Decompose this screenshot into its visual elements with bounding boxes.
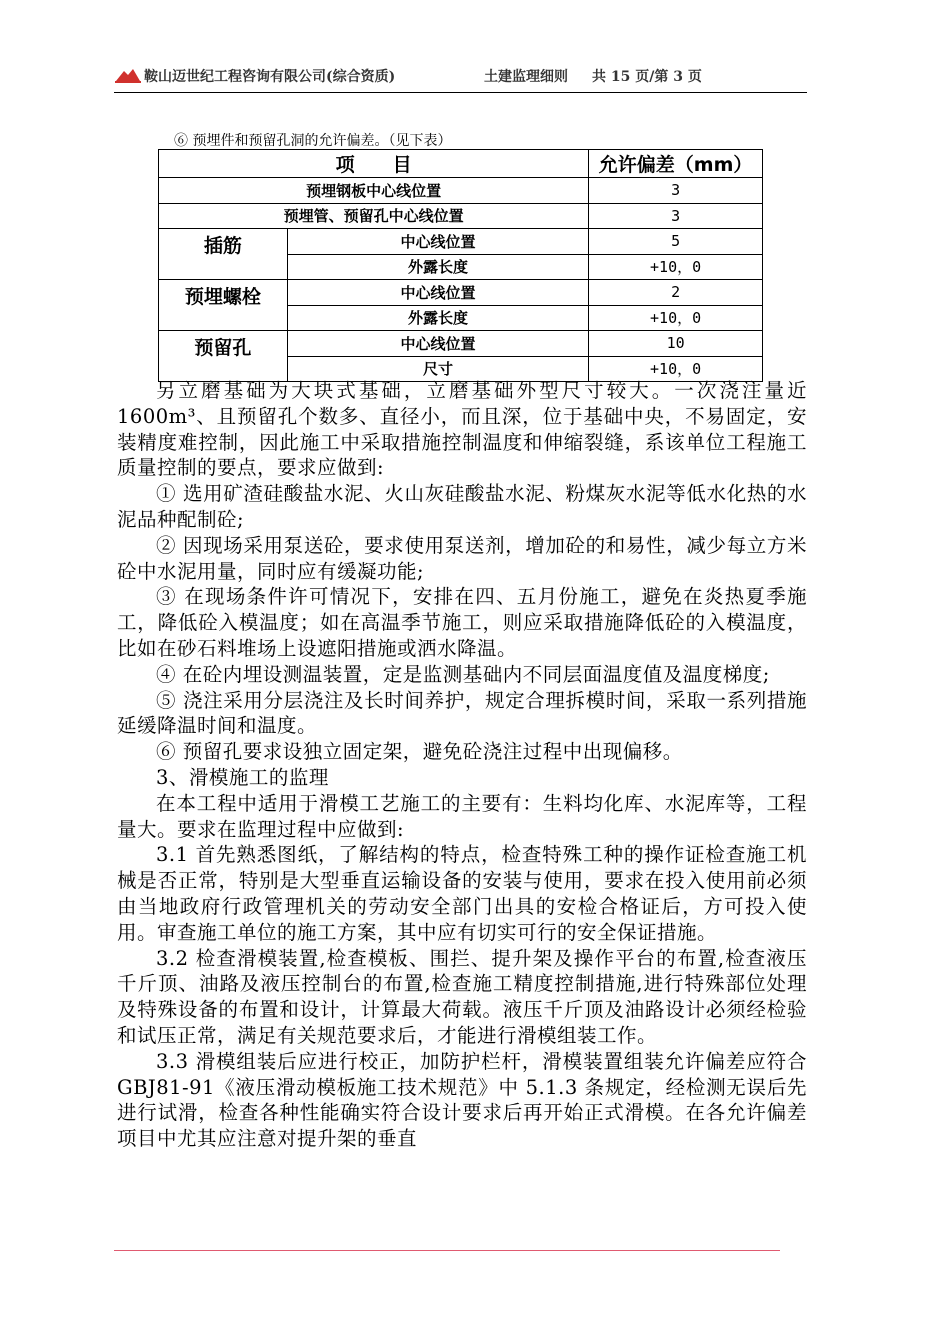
page-info: 共 15 页/第 3 页	[592, 69, 702, 85]
paragraph: ⑥ 预留孔要求设独立固定架，避免砼浇注过程中出现偏移。	[156, 740, 683, 764]
table-row	[159, 178, 763, 204]
paragraph: ① 选用矿渣硅酸盐水泥、火山灰硅酸盐水泥、粉煤灰水泥等低水化热的水泥品种配制砼;	[117, 482, 807, 531]
row-item: 外露长度	[287, 305, 588, 331]
group-name: 插筋	[159, 229, 288, 280]
row-value: +10，0	[589, 356, 763, 382]
table-caption: ⑥ 预埋件和预留孔洞的允许偏差。（见下表）	[174, 133, 452, 149]
row-item: 预埋钢板中心线位置	[159, 178, 589, 204]
paragraph: ② 因现场采用泵送砼，要求使用泵送剂，增加砼的和易性，减少每立方米砼中水泥用量，同时应有缓凝功能;	[117, 533, 807, 583]
column-header-tolerance: 允许偏差（mm）	[589, 150, 763, 178]
row-item: 预埋管、预留孔中心线位置	[159, 203, 589, 229]
paragraph: ⑤ 浇注采用分层浇注及长时间养护，规定合理拆模时间，采取一系列措施延缓降温时间和温度。	[117, 688, 807, 738]
paragraph: 在本工程中适用于滑模工艺施工的主要有：生料均化库、水泥库等，工程量大。要求在监理过程中应做到:	[117, 791, 807, 841]
paragraph: 另立磨基础为大块式基础，立磨基础外型尺寸较大。一次浇注量近 1600m³、且预留孔个数多、直径小，而且深，位于基础中央，不易固定，安装精度难控制，因此施工中采取措施控制温度和伸缩裂缝，系该单位工程施工质量控制的要点，要求应做到:	[117, 379, 807, 480]
tolerance-table	[158, 149, 763, 382]
column-header-item: 项 目	[159, 150, 589, 178]
document-title: 土建监理细则	[484, 69, 568, 85]
row-item: 中心线位置	[287, 280, 588, 306]
table-row	[159, 331, 763, 357]
body-text	[117, 378, 807, 1152]
row-value: 10	[589, 331, 763, 357]
row-value: 5	[589, 229, 763, 255]
footer-divider	[114, 1250, 780, 1251]
paragraph: ③ 在现场条件许可情况下，安排在四、五月份施工，避免在炎热夏季施工，降低砼入模温度；如在高温季节施工，则应采取措施降低砼的入模温度，比如在砂石料堆场上设遮阳措施或洒水降温。	[117, 585, 807, 660]
page-header	[114, 62, 807, 93]
row-value: +10，0	[589, 254, 763, 280]
row-value: +10，0	[589, 305, 763, 331]
section-heading: 3、滑模施工的监理	[156, 765, 329, 789]
table-row	[159, 203, 763, 229]
row-item: 中心线位置	[287, 331, 588, 357]
company-logo-icon	[114, 66, 142, 84]
paragraph: 3.3 滑模组装后应进行校正，加防护栏杆，滑模装置组装允许偏差应符合 GBJ81-91《液压滑动模板施工技术规范》中 5.1.3 条规定，经检测无误后先进行试滑，检查各种性能确实符合设计要求后再开始正式滑模。在各允许偏差项目中尤其应注意对提升架的垂直	[117, 1049, 807, 1151]
group-name: 预埋螺栓	[159, 280, 288, 331]
row-value: 3	[589, 178, 763, 204]
row-value: 2	[589, 280, 763, 306]
paragraph: 3.1 首先熟悉图纸，了解结构的特点，检查特殊工种的操作证检查施工机械是否正常，特别是大型垂直运输设备的安装与使用，要求在投入使用前必须由当地政府行政管理机关的劳动安全部门出具的安检合格证后，方可投入使用。审查施工单位的施工方案，其中应有切实可行的安全保证措施。	[117, 843, 807, 944]
table-row	[159, 229, 763, 255]
paragraph: ④ 在砼内埋设测温装置，定是监测基础内不同层面温度值及温度梯度;	[156, 662, 770, 686]
paragraph: 3.2 检查滑模装置,检查模板、围拦、提升架及操作平台的布置,检查液压千斤顶、油路及液压控制台的布置,检查施工精度控制措施,进行特殊部位处理及特殊设备的布置和设计，计算最大荷载。液压千斤顶及油路设计必须经检验和试压正常，满足有关规范要求后，才能进行滑模组装工作。	[117, 946, 807, 1047]
table-header-row	[159, 150, 763, 178]
group-name: 预留孔	[159, 331, 288, 382]
row-item: 外露长度	[287, 254, 588, 280]
row-value: 3	[589, 203, 763, 229]
table-row	[159, 280, 763, 306]
row-item: 尺寸	[287, 356, 588, 382]
row-item: 中心线位置	[287, 229, 588, 255]
company-name: 鞍山迈世纪工程咨询有限公司(综合资质)	[144, 69, 396, 85]
